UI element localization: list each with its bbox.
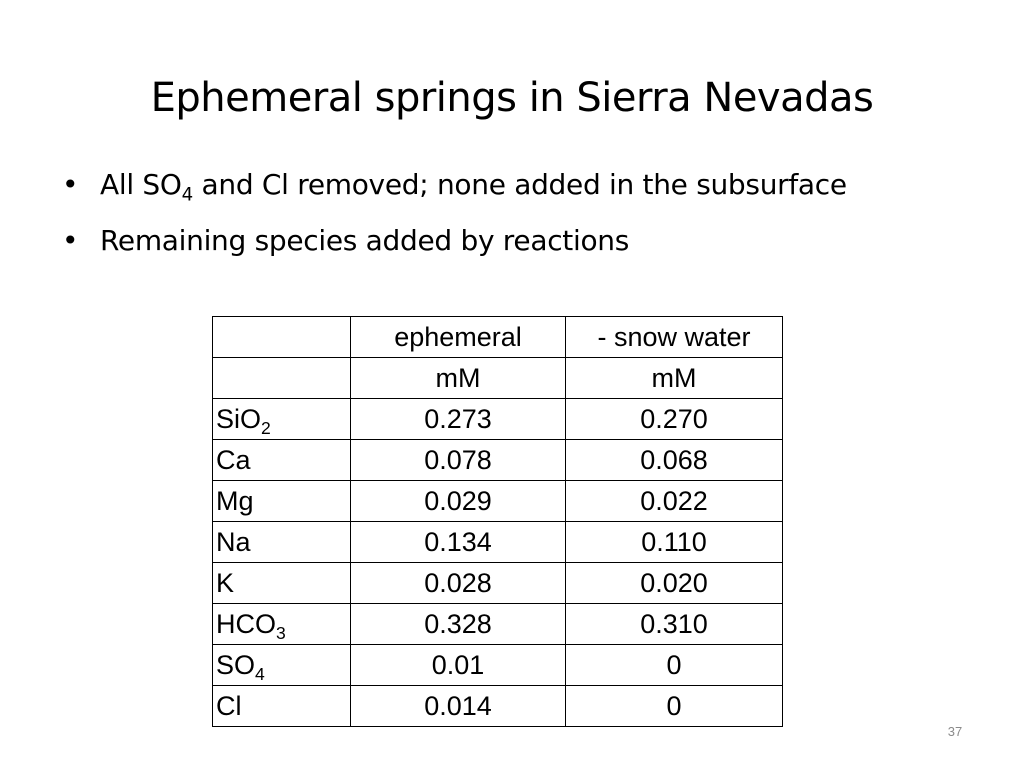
- ephemeral-value-cell: 0.01: [351, 645, 566, 686]
- species-table: [212, 316, 783, 727]
- species-subscript: 3: [276, 623, 286, 644]
- ephemeral-value-cell: 0.029: [351, 481, 566, 522]
- snow-water-value-cell: 0.310: [566, 604, 783, 645]
- bullet-marker: •: [62, 168, 79, 201]
- ephemeral-value-cell: 0.134: [351, 522, 566, 563]
- bullet-list: [62, 160, 847, 272]
- table-row: [213, 522, 783, 563]
- species-name: SiO: [216, 404, 262, 434]
- species-cell: [213, 481, 351, 522]
- species-name: K: [216, 568, 235, 598]
- species-cell: [213, 563, 351, 604]
- table-units-row: [213, 358, 783, 399]
- species-name: Cl: [216, 691, 242, 721]
- species-name: SO: [216, 650, 256, 680]
- table-row: [213, 686, 783, 727]
- species-cell: [213, 399, 351, 440]
- bullet-text: Remaining species added by reactions: [100, 224, 630, 257]
- species-cell: [213, 522, 351, 563]
- species-cell: [213, 440, 351, 481]
- snow-water-value-cell: 0: [566, 686, 783, 727]
- species-name: Na: [216, 527, 251, 557]
- snow-water-value-cell: 0.068: [566, 440, 783, 481]
- table-row: [213, 399, 783, 440]
- page-number: 37: [947, 724, 963, 739]
- bullet-text-pre: All SO: [100, 168, 182, 201]
- table-row: [213, 604, 783, 645]
- header-cell-snow-water: - snow water: [566, 317, 783, 358]
- units-cell-snow-water: mM: [566, 358, 783, 399]
- bullet-text-post: and Cl removed; none added in the subsurface: [192, 168, 847, 201]
- table-row: [213, 645, 783, 686]
- ephemeral-value-cell: 0.078: [351, 440, 566, 481]
- header-cell-ephemeral: ephemeral: [351, 317, 566, 358]
- ephemeral-value-cell: 0.273: [351, 399, 566, 440]
- snow-water-value-cell: 0: [566, 645, 783, 686]
- bullet-marker: •: [62, 224, 79, 257]
- table-row: [213, 563, 783, 604]
- species-name: Mg: [216, 486, 254, 516]
- snow-water-value-cell: 0.110: [566, 522, 783, 563]
- snow-water-value-cell: 0.020: [566, 563, 783, 604]
- species-name: Ca: [216, 445, 251, 475]
- table-row: [213, 440, 783, 481]
- species-subscript: 2: [261, 418, 271, 439]
- ephemeral-value-cell: 0.014: [351, 686, 566, 727]
- bullet-item: [62, 216, 847, 272]
- slide-title: Ephemeral springs in Sierra Nevadas: [150, 75, 874, 121]
- ephemeral-value-cell: 0.028: [351, 563, 566, 604]
- units-cell-ephemeral: mM: [351, 358, 566, 399]
- species-cell: [213, 645, 351, 686]
- table-header-row: [213, 317, 783, 358]
- species-name: HCO: [216, 609, 276, 639]
- bullet-item: [62, 160, 847, 216]
- header-cell-species: [213, 317, 351, 358]
- table-row: [213, 481, 783, 522]
- bullet-subscript: 4: [181, 184, 193, 206]
- snow-water-value-cell: 0.022: [566, 481, 783, 522]
- snow-water-value-cell: 0.270: [566, 399, 783, 440]
- ephemeral-value-cell: 0.328: [351, 604, 566, 645]
- units-cell-species: [213, 358, 351, 399]
- species-cell: [213, 604, 351, 645]
- species-subscript: 4: [255, 664, 265, 685]
- species-cell: [213, 686, 351, 727]
